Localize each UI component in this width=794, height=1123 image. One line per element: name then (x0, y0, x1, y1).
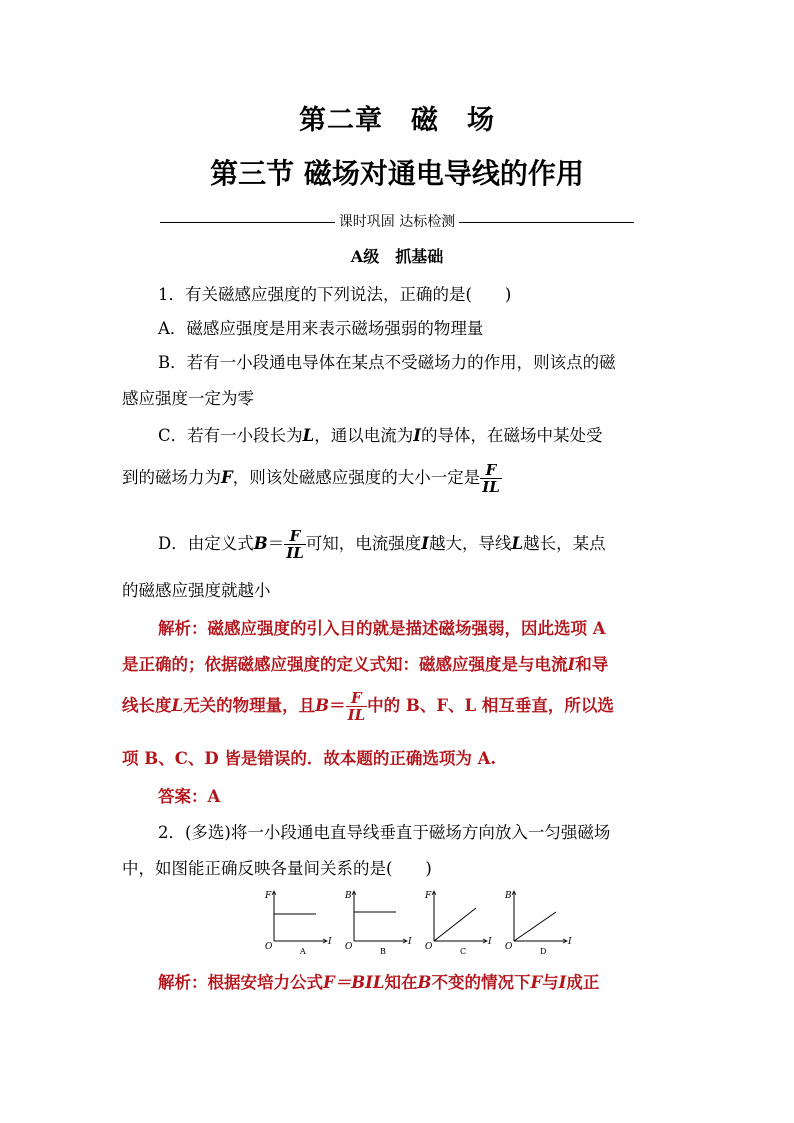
graph-b-ylabel: B (345, 891, 352, 901)
fraction-f-over-il: $\frac{F}{IL}$ (347, 689, 366, 724)
graph-d-xlabel: I (568, 937, 572, 947)
q2-graphs (262, 886, 572, 956)
graph-d-line (514, 912, 556, 941)
q2-stem-line2: 中，如图能正确反映各量间关系的是( ) (122, 859, 432, 878)
q1-option-b-line1: B．若有一小段通电导体在某点不受磁场力的作用，则该点的磁 (158, 353, 616, 372)
graph-a-xlabel: I (328, 937, 332, 947)
section-title: 第三节 磁场对通电导线的作用 (210, 157, 584, 190)
analysis-label: 解析 (158, 619, 191, 638)
q1-option-c-line2: 到的磁场力为F，则该处磁感应强度的大小一定是 $\frac{F}{IL}$ (122, 461, 500, 496)
graph-d (504, 891, 572, 956)
analysis1-line3: 线长度L无关的物理量，且B＝ $\frac{F}{IL}$ 中的 B、F、L 相互垂直，所以选 (122, 689, 614, 724)
analysis1-line4: 项 B、C、D 皆是错误的．故本题的正确选项为 A. (122, 749, 497, 768)
graph-d-tag: D (540, 947, 547, 956)
graph-a-tag: A (300, 947, 306, 956)
fraction-f-over-il: $\frac{F}{IL}$ (482, 461, 500, 496)
level-heading: A级 抓基础 (350, 247, 444, 266)
q1-stem: 1．有关磁感应强度的下列说法，正确的是( ) (158, 285, 512, 304)
graph-b-origin: O (345, 942, 353, 952)
graph-c-line (434, 908, 476, 941)
graph-d-origin: O (505, 942, 513, 952)
analysis1-line2: 是正确的；依据磁感应强度的定义式知：磁感应强度是与电流I和导 (122, 655, 609, 674)
q1-option-a: A．磁感应强度是用来表示磁场强弱的物理量 (158, 319, 484, 338)
graph-a (264, 891, 332, 956)
answer-1: 答案：A (158, 787, 221, 806)
graph-c-origin: O (425, 942, 433, 952)
q1-option-d-line2: 的磁感应强度就越小 (122, 581, 271, 600)
banner-text: 课时巩固 达标检测 (335, 214, 459, 230)
graph-b (344, 891, 412, 956)
graph-d-ylabel: B (505, 891, 512, 901)
q2-stem-line1: 2．(多选)将一小段通电直导线垂直于磁场方向放入一匀强磁场 (158, 823, 611, 842)
q1-option-b-line2: 感应强度一定为零 (122, 389, 254, 408)
analysis1-line1: 解析：磁感应强度的引入目的就是描述磁场强弱，因此选项 A (158, 619, 606, 638)
fraction-f-over-il: $\frac{F}{IL}$ (286, 527, 304, 562)
analysis-label: 解析 (158, 973, 191, 992)
chapter-title: 第二章 磁 场 (299, 105, 495, 136)
graph-a-ylabel: F (265, 891, 272, 901)
graph-b-tag: B (380, 947, 386, 956)
graph-c-xlabel: I (488, 937, 492, 947)
graph-a-origin: O (265, 942, 273, 952)
q1-option-d-line1: D．由定义式B＝ $\frac{F}{IL}$ 可知，电流强度I越大，导线L越长，某点 (158, 527, 606, 562)
analysis2-line1: 解析：根据安培力公式F＝BIL知在B不变的情况下F与I成正 (158, 973, 600, 992)
graph-b-xlabel: I (408, 937, 412, 947)
graph-c-ylabel: F (425, 891, 432, 901)
graph-c-tag: C (460, 947, 467, 956)
q1-option-c-line1: C．若有一小段长为L，通以电流为I的导体，在磁场中某处受 (158, 426, 603, 445)
exercise-banner (160, 212, 634, 232)
graph-c (424, 891, 492, 956)
